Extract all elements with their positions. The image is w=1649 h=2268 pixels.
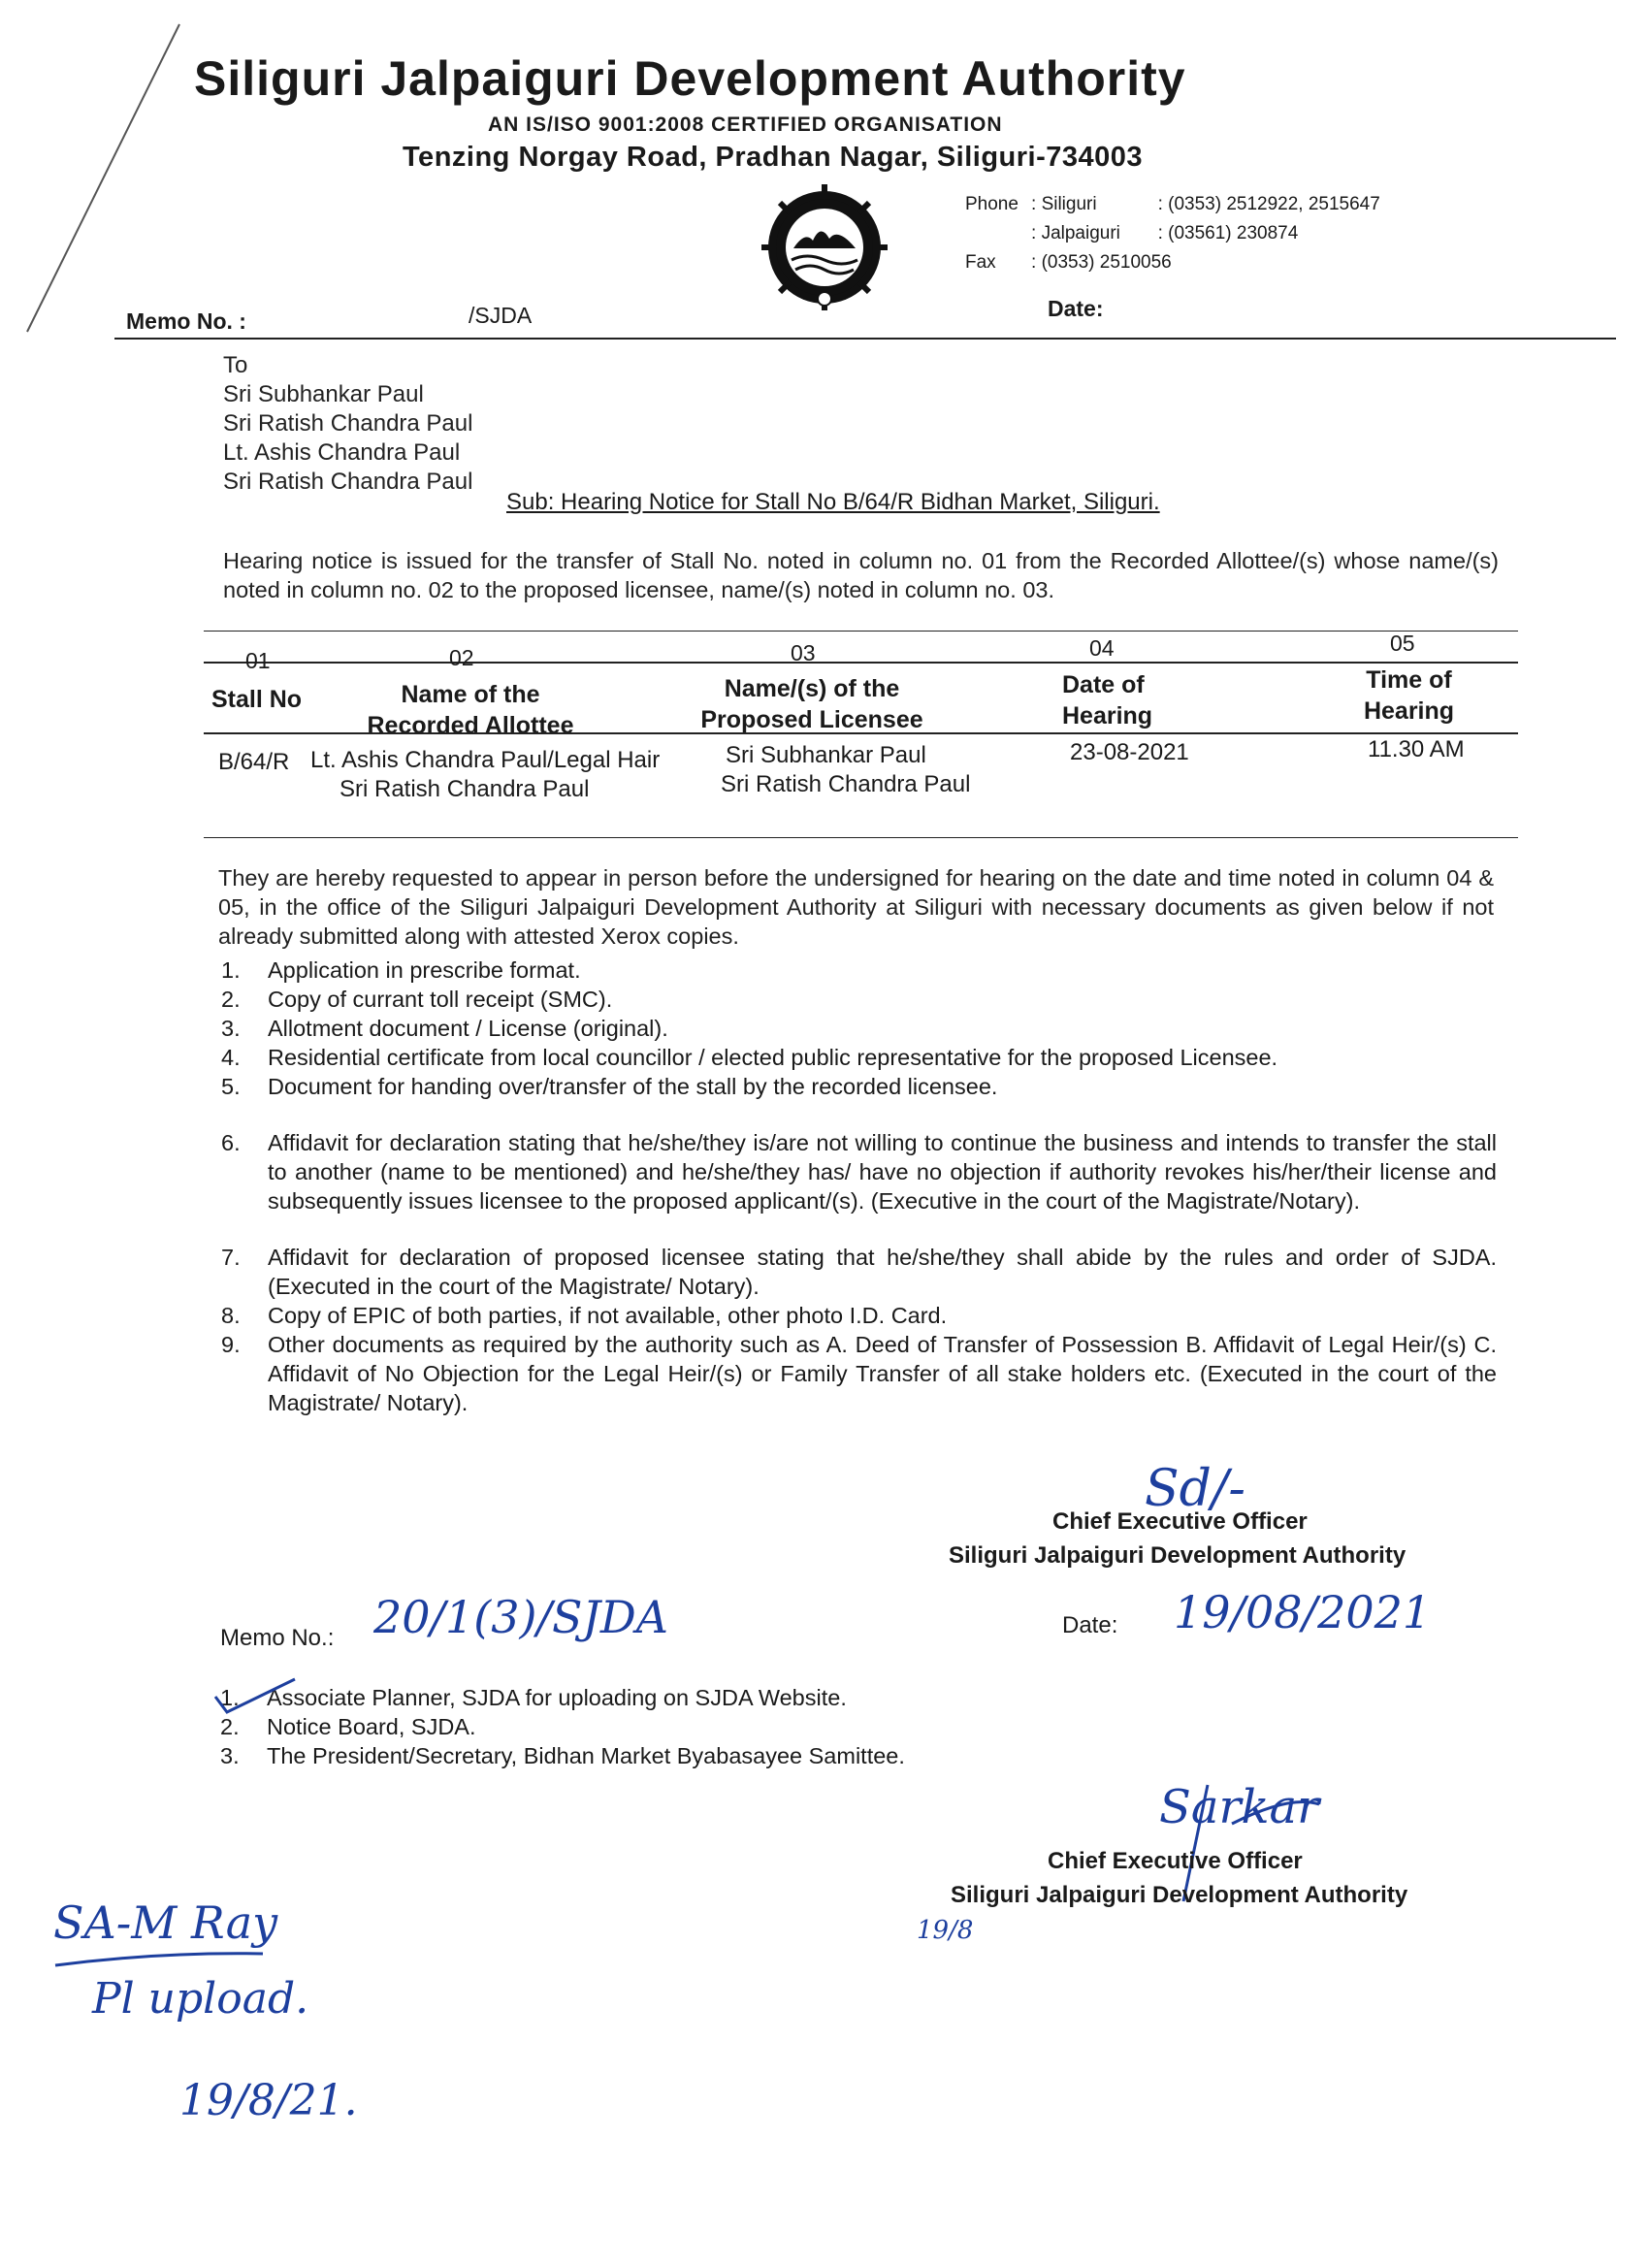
item-number: 4.: [221, 1045, 241, 1070]
item-text: Copy of EPIC of both parties, if not available, other photo I.D. Card.: [268, 1303, 948, 1328]
addressee-name: Lt. Ashis Chandra Paul: [223, 439, 461, 466]
item-number: 3.: [221, 1016, 241, 1041]
item-number: 9.: [221, 1332, 241, 1357]
list-item: [221, 1301, 1497, 1330]
handwritten-note-line3: 19/8/21.: [179, 2076, 358, 2125]
phone-number: (03561) 230874: [1168, 223, 1299, 243]
item-text: Allotment document / License (original).: [268, 1016, 668, 1041]
item-number: 3.: [220, 1743, 240, 1768]
handwritten-note-line2: Pl upload.: [92, 1974, 309, 2024]
handwritten-note-line1: SA-M Ray: [53, 1896, 278, 1949]
item-text: Residential certificate from local councillor / elected public representative for the proposed Licensee.: [268, 1045, 1278, 1070]
handwritten-date: 19/08/2021: [1174, 1586, 1432, 1638]
item-number: 7.: [221, 1245, 241, 1270]
header-recorded-allottee: Name of the Recorded Allottee: [367, 681, 574, 739]
addressee-name: Sri Ratish Chandra Paul: [223, 469, 473, 495]
item-number: 6.: [221, 1130, 241, 1155]
phone-row-jalpaiguri: : Jalpaiguri : (03561) 230874: [965, 219, 1380, 248]
handwritten-sd-signature: Sd/-: [1145, 1460, 1245, 1518]
addressee-name: Sri Subhankar Paul: [223, 381, 424, 407]
item-text: Other documents as required by the authority such as A. Deed of Transfer of Possession B. Affidavit of Legal Heir/(s) C. Affidavit of No Objection for the Legal Heir/(s) or Family Transfer of all stake holders etc. (Executed in the court of the Magistrate/ Notary).: [268, 1332, 1497, 1415]
sjda-logo-emblem: [757, 184, 892, 310]
item-text: Application in prescribe format.: [268, 957, 581, 983]
list-item: [221, 1330, 1497, 1417]
column-number: 04: [1089, 635, 1115, 661]
signatory-organisation: Siliguri Jalpaiguri Development Authority: [949, 1542, 1406, 1569]
list-item: [221, 1072, 1497, 1101]
item-number: 2.: [220, 1714, 240, 1739]
item-text: Document for handing over/transfer of the stall by the recorded licensee.: [268, 1074, 998, 1099]
table-top-rule: [204, 631, 1518, 632]
memo-bottom-date-label: Date:: [1062, 1612, 1118, 1638]
fax-label: Fax: [965, 252, 996, 273]
documents-list: [221, 956, 1497, 1417]
copy-to-list: [220, 1683, 1287, 1770]
item-text: Affidavit for declaration of proposed licensee stating that he/she/they shall abide by the rules and order of SJDA. (Executed in the court of the Magistrate/ Notary).: [268, 1245, 1497, 1299]
letterhead-divider: [114, 338, 1616, 340]
table-number-rule: [204, 662, 1518, 664]
header-date-of-hearing: Date of Hearing: [1062, 671, 1153, 729]
organisation-name: Siliguri Jalpaiguri Development Authority: [194, 51, 1186, 106]
phone-row-siliguri: Phone : Siliguri : (0353) 2512922, 2515647: [965, 190, 1380, 219]
column-number: 02: [449, 645, 474, 670]
item-text: Notice Board, SJDA.: [267, 1714, 476, 1739]
intro-paragraph: Hearing notice is issued for the transfer of Stall No. noted in column no. 01 from the Recorded Allottee/(s) whose name/(s) noted in column no. 02 to the proposed licensee, name/(s) noted in column no. 03.: [223, 548, 1499, 602]
item-number: 8.: [221, 1303, 241, 1328]
list-item: [221, 1243, 1497, 1301]
subject-line: Sub: Hearing Notice for Stall No B/64/R Bidhan Market, Siliguri.: [506, 489, 1160, 515]
phone-label: Phone: [965, 194, 1018, 214]
memo-label: Memo No. :: [126, 308, 246, 334]
fax-row: Fax : (0353) 2510056: [965, 248, 1380, 277]
memo-bottom-label: Memo No.:: [220, 1625, 335, 1651]
to-label: To: [223, 352, 248, 378]
addressee-name: Sri Ratish Chandra Paul: [223, 410, 473, 437]
header-stall-no: Stall No: [211, 686, 303, 713]
item-number: 2.: [221, 987, 241, 1012]
signatory-title: Chief Executive Officer: [1052, 1508, 1308, 1535]
phone-city: Siliguri: [1041, 194, 1097, 214]
phone-number: (0353) 2512922, 2515647: [1168, 194, 1380, 214]
item-text: Affidavit for declaration stating that he/she/they is/are not willing to continue the business and intends to transfer the stall to another (name to be mentioned) and he/she/they has/ have no objection if authority revokes his/her/their license and subsequently issues licensee to the proposed applicant/(s). (Executive in the court of the Magistrate/Notary).: [268, 1130, 1497, 1214]
signatory-organisation: Siliguri Jalpaiguri Development Authority: [951, 1882, 1408, 1908]
organisation-address: Tenzing Norgay Road, Pradhan Nagar, Siliguri-734003: [403, 142, 1144, 173]
phone-city: Jalpaiguri: [1041, 223, 1120, 243]
tick-mark-icon: [211, 1673, 299, 1722]
item-number: 1.: [221, 957, 241, 983]
handwritten-memo-number: 20/1(3)/SJDA: [373, 1591, 669, 1643]
header-proposed-licensee: Name/(s) of the Proposed Licensee: [700, 675, 923, 733]
cell-allottee-line2: Sri Ratish Chandra Paul: [340, 776, 590, 802]
contact-block: [965, 190, 1380, 277]
handwritten-initials: 19/8: [917, 1916, 974, 1945]
signatory-title: Chief Executive Officer: [1048, 1848, 1303, 1874]
list-item: [221, 985, 1497, 1014]
cell-licensee-line2: Sri Ratish Chandra Paul: [721, 771, 971, 797]
handwritten-signature: Sarkar: [1159, 1780, 1320, 1834]
certification-line: AN IS/ISO 9001:2008 CERTIFIED ORGANISATION: [488, 113, 1003, 136]
list-item: [221, 1014, 1497, 1043]
list-item: [220, 1712, 1287, 1741]
table-header-rule: [204, 732, 1518, 734]
list-item: [220, 1683, 1287, 1712]
column-number: 03: [791, 640, 816, 665]
item-number: 5.: [221, 1074, 241, 1099]
list-item: [221, 1128, 1497, 1215]
item-text: The President/Secretary, Bidhan Market Byabasayee Samittee.: [267, 1743, 905, 1768]
item-text: Copy of currant toll receipt (SMC).: [268, 987, 613, 1012]
fax-number: (0353) 2510056: [1041, 252, 1172, 273]
memo-suffix: /SJDA: [469, 303, 533, 328]
column-number: 05: [1390, 631, 1415, 656]
cell-stall-no: B/64/R: [218, 749, 290, 775]
request-paragraph: They are hereby requested to appear in person before the undersigned for hearing on the date and time noted in column 04 & 05, in the office of the Siliguri Jalpaiguri Development Authority at Siliguri with necessary documents as given below if not already submitted along with attested Xerox copies.: [218, 865, 1494, 949]
table-bottom-rule: [204, 837, 1518, 838]
list-item: [221, 956, 1497, 985]
cell-hearing-time: 11.30 AM: [1368, 736, 1465, 762]
list-item: [221, 1043, 1497, 1072]
cell-hearing-date: 23-08-2021: [1070, 739, 1189, 765]
header-time-of-hearing: Time of Hearing: [1363, 666, 1455, 725]
cell-allottee-line1: Lt. Ashis Chandra Paul/Legal Hair: [310, 747, 661, 773]
item-text: Associate Planner, SJDA for uploading on SJDA Website.: [267, 1685, 847, 1710]
scan-edge-line: [19, 19, 184, 340]
date-label: Date:: [1048, 296, 1104, 321]
addressee-block: [223, 351, 472, 497]
column-number: 01: [245, 648, 271, 673]
handwritten-underline: [53, 1950, 267, 1969]
cell-licensee-line1: Sri Subhankar Paul: [726, 742, 926, 768]
item-number: 1.: [220, 1685, 240, 1710]
